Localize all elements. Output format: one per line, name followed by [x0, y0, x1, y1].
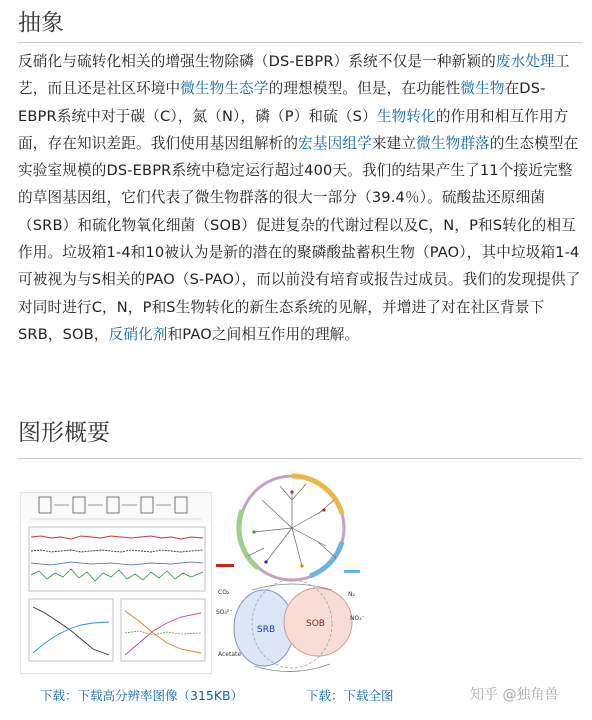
tree-leaf — [322, 508, 325, 511]
link-microorganisms[interactable]: 微生物 — [460, 80, 505, 98]
abstract-text: 的生态模型在实验室规模的DS-EBPR系统中稳定运行超过400天。我们的结果产生了11个接近完整的草图基因组，它们代表了微生物群落的很大一部分（39.4％）。硫酸盐还原细菌（SRB）和硫化物氧化细菌（SOB）促进复杂的代谢过程以及C，N，P和S转化的相互作用。垃圾箱1-4和10被认为是新的潜在的聚磷酸盐蓄积生物（PAO），其中垃圾箱1-4可被视为与S相关的PAO（S-PAO），而以前没有培育或报告过成员。我们的发现提供了对同时进行C，N，P和S生物转化的新生态系统的见解，并增进了对在社区背景下SRB，SOB， — [18, 134, 581, 343]
n2-label: N₂ — [348, 591, 355, 598]
link-wastewater-treatment[interactable]: 废水处理 — [495, 53, 555, 70]
link-denitrifiers[interactable]: 反硝化剂 — [108, 325, 168, 343]
abstract-paragraph — [18, 48, 584, 348]
srb-label: SRB — [257, 625, 276, 635]
co2-label: CO₂ — [218, 589, 230, 596]
link-metagenomics[interactable]: 宏基因组学 — [298, 134, 372, 152]
tree-leaf — [252, 530, 255, 533]
watermark: 知乎 @独角兽 — [470, 687, 559, 703]
legend-swatch — [216, 564, 234, 567]
heading-divider — [18, 458, 582, 459]
acetate-label: Acetate — [218, 651, 242, 658]
abstract-text: 的理想模型。但是，在功能性 — [268, 80, 461, 98]
sob-label: SOB — [306, 619, 325, 629]
heading-divider — [18, 42, 582, 43]
so4-label: SO₄²⁻ — [216, 609, 233, 616]
link-biotransformation[interactable]: 生物转化 — [376, 107, 436, 125]
link-microbial-ecology[interactable]: 微生物生态学 — [180, 80, 269, 98]
tree-leaf — [264, 560, 267, 563]
reactor-strip — [21, 493, 211, 523]
legend-swatch — [344, 570, 360, 573]
link-microbial-community[interactable]: 微生物群落 — [416, 134, 490, 152]
plots-drawing — [21, 493, 211, 673]
tree-leaf — [290, 490, 293, 493]
download-high-res-link[interactable]: 下载：下载高分辨率图像（315KB） — [40, 688, 244, 703]
graphical-abstract-plots-image[interactable] — [20, 492, 212, 674]
abstract-text: 的作用和相互作用方面，存在知识差距。我们使用基因组解析的 — [18, 107, 569, 152]
abstract-text: 反硝化与硫转化相关的增强生物除磷（DS-EBPR）系统不仅是一种新颖的 — [18, 53, 496, 70]
download-full-image-link[interactable]: 下载：下载全图 — [306, 688, 394, 703]
graphical-abstract-heading: 图形概要 — [18, 420, 110, 446]
abstract-text: 在DS-EBPR系统中对于碳（C），氮（N），磷（P）和硫（S） — [18, 80, 546, 125]
abstract-text: 来建立 — [371, 134, 417, 152]
tree-leaf — [300, 564, 303, 567]
no3-label: NO₃⁻ — [350, 615, 365, 622]
abstract-heading: 抽象 — [18, 10, 64, 36]
abstract-text: 工艺，而且还是社区环境中 — [18, 53, 570, 98]
abstract-text: 和PAO之间相互作用的理解。 — [167, 325, 360, 343]
graphical-abstract-diagram-image[interactable] — [214, 470, 372, 678]
diagram-drawing — [214, 470, 372, 678]
